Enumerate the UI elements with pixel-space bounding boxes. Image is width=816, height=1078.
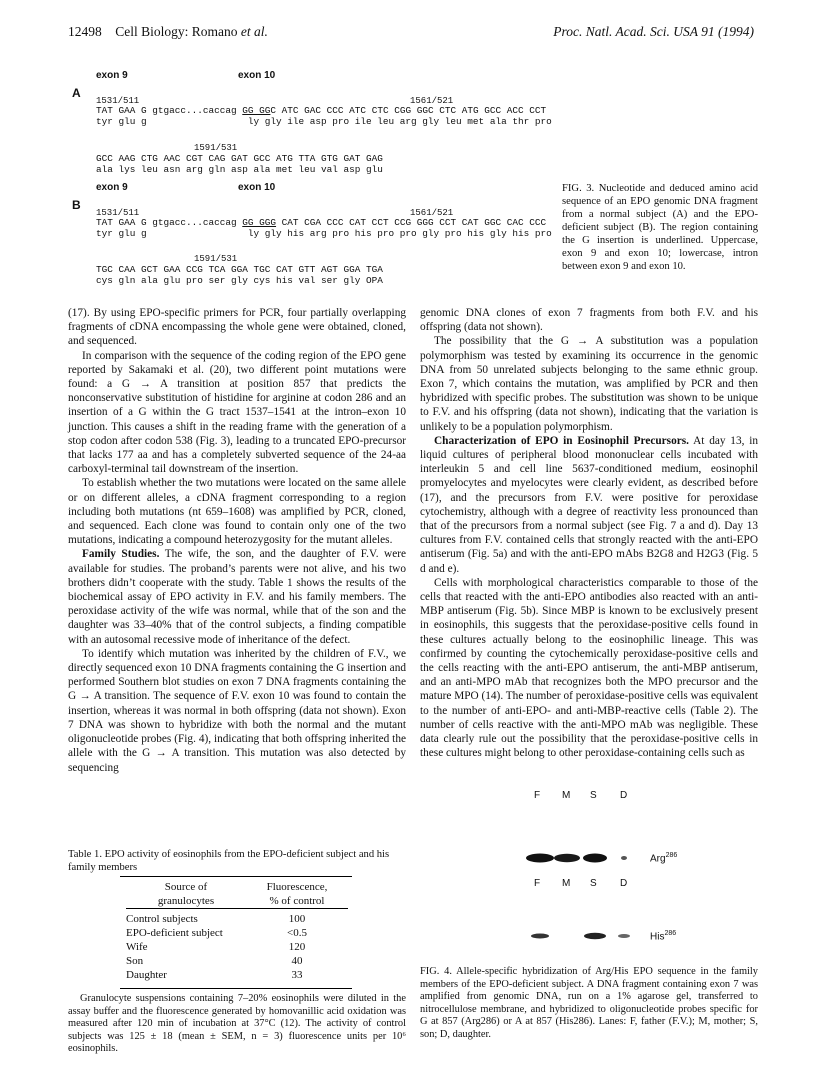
table1-col1-header: Source of granulocytes bbox=[157, 881, 215, 907]
panel-a-aa2: ala lys leu asn arg gln asp ala met leu val asp glu bbox=[96, 164, 383, 175]
panel-a-exon9: exon 9 bbox=[96, 70, 128, 81]
band-his-f bbox=[531, 934, 549, 939]
section-title: Cell Biology: Romano bbox=[115, 24, 238, 39]
left-paragraph: To establish whether the two mutations were located on the same allele or on different alleles, a cDNA fragment corresponding to a region including both mutations (nt 659–1608) was amplified by PCR, cloned, and sequenced. Each clone was found to contain only one of the two mutations, indicating a compound heterozygosity for the mutant alleles. bbox=[68, 477, 406, 547]
right-column bbox=[420, 306, 758, 761]
table1-col2-header: Fluorescence, % of control bbox=[266, 881, 328, 907]
section-etal: et al. bbox=[240, 24, 268, 39]
table1-rule-top bbox=[120, 876, 352, 877]
panel-a-aa1: tyr glu g ly gly ile asp pro ile leu arg gly leu met ala thr pro bbox=[96, 116, 552, 127]
panel-a-pos3: 1591/531 bbox=[194, 143, 238, 153]
g-insertion-region: GG GGG bbox=[242, 217, 277, 228]
page-number: 12498 bbox=[68, 24, 102, 39]
lane-label-s: S bbox=[590, 790, 597, 801]
band-his-s bbox=[584, 933, 606, 939]
seq1-post: CAT CGA CCC CAT CCT CCG GGG CCT CAT GGC CAC CCC bbox=[276, 217, 547, 228]
lane-label-s: S bbox=[590, 878, 597, 889]
table1-title: Table 1. EPO activity of eosinophils from the EPO-deficient subject and his family members bbox=[68, 849, 390, 873]
panel-b-pos2: 1561/521 bbox=[410, 208, 454, 218]
left-paragraph: (17). By using EPO-specific primers for PCR, four partially overlapping fragments of cDNA encompassing the whole gene were obtained, cloned, and sequenced. bbox=[68, 307, 406, 348]
panel-b-pos1: 1531/511 bbox=[96, 208, 140, 218]
left-paragraph: Family Studies. The wife, the son, and the daughter of F.V. were available for studies. The proband’s parents were not alive, and his two brothers didn’t cooperate with the study. Table 1 shows the results of the biochemical assay of EPO activity in F.V. and his family members. The peroxidase activity of the wife was normal, while that of the son and the daughter was 33–40% that of the control subjects, a finding compatible with an autosomal recessive mode of inheritance of the defect. bbox=[68, 548, 406, 646]
left-paragraph: In comparison with the sequence of the coding region of the EPO gene reported by Sakamaki et al. (20), two different point mutations were found: a G → A transition at position 857 that predicts the nonconservative substitution of histidine for arginine at codon 286 and an insertion of a G within the G tract 1537–1541 at the intron–exon 10 junction. This causes a shift in the reading frame with the generation of a stop codon after codon 538 (Fig. 3), leading to a truncated EPO-precursor that lacks 177 aa and has a completely subverted sequence of the 24-aa carboxyl-terminal tail downstream of the insertion. bbox=[68, 349, 406, 476]
panel-b-aa1: tyr glu g ly gly his arg pro his pro pro gly pro his gly his pro bbox=[96, 228, 552, 239]
band-his-d bbox=[618, 934, 630, 938]
right-paragraph: The possibility that the G → A substitution was a population polymorphism was tested by examining its occurrence in the genomic DNA from 50 unrelated subjects belonging to the same ethnic group. Exon 7, which contains the mutation, was amplified by PCR and then hybridized with specific probes. The substitution was shown to be unique to F.V. and his offspring (data not shown), indicating that the variation is unlikely to be a population polymorphism. bbox=[420, 335, 758, 433]
right-paragraph: Cells with morphological characteristics comparable to those of the cells that reacted with the anti-EPO antibodies also reacted with an anti-MBP antiserum (Fig. 5b). Since MBP is known to be exclusively present in eosinophils, this suggests that the peroxidase-positive cells found in these cultures actually belong to the eosinophilic lineage. This was confirmed by counting the cytochemically peroxidase-positive cells and the cells reacting with the anti-EPO antiserum, the anti-MBP antiserum, and an anti-MPO mAb that recognizes both the MPO precursor and the mature MPO (14). The number of peroxidase-positive cells was equivalent to the number of anti-EPO- and anti-MBP-reactive cells (Table 2). The number of cells reactive with the anti-MPO mAb was negligible. These data clearly rule out the possibility that the peroxidase-positive cells in these cultures might belong to other peroxidase-containing cells such as bbox=[420, 576, 758, 760]
g-insertion-region: GG GG bbox=[242, 105, 271, 116]
panel-a-seq1 bbox=[96, 106, 546, 116]
band-arg-d bbox=[621, 856, 627, 860]
right-paragraph: genomic DNA clones of exon 7 fragments from both F.V. and his offspring (data not shown). bbox=[420, 307, 758, 334]
panel-b-exon10: exon 10 bbox=[238, 182, 276, 193]
seq1-post: C ATC GAC CCC ATC CTC CGG GGC CTC ATG GCC ACC CCT bbox=[270, 105, 547, 116]
table1-footnote: Granulocyte suspensions containing 7–20% eosinophils were diluted in the assay buffer and the fluorescence generated by homovanillic acid oxidation was measured after 120 min of incubation at 37°C (12). The activity of control subjects was 125 ± 18 (mean ± SEM, n = 3) fluorescence units per 10⁶ eosinophils. bbox=[68, 993, 406, 1055]
section-heading: Characterization of EPO in Eosinophil Precursors. bbox=[434, 434, 689, 447]
probe-label-arg: Arg$^{286}$ bbox=[650, 852, 678, 865]
seq1-pre: TAT GAA G gtgacc...caccag bbox=[96, 217, 243, 228]
panel-b-seq2: TGC CAA GCT GAA CCG TCA GGA TGC CAT GTT AGT GGA TGA bbox=[96, 264, 383, 275]
panel-b-seq1 bbox=[96, 218, 546, 228]
panel-a-pos2: 1561/521 bbox=[410, 96, 454, 106]
panel-a-seq2: GCC AAG CTG AAC CGT CAG GAT GCC ATG TTA GTG GAT GAG bbox=[96, 153, 383, 164]
table-row: Control subjects 100 bbox=[126, 913, 306, 925]
lane-label-d: D bbox=[620, 878, 628, 889]
section-heading: Family Studies. bbox=[82, 548, 160, 561]
lane-label-m: M bbox=[562, 790, 571, 801]
running-header-left bbox=[68, 24, 268, 40]
band-arg-s bbox=[583, 854, 607, 863]
left-column bbox=[68, 306, 406, 775]
probe-label-his: His$^{286}$ bbox=[650, 930, 677, 943]
lane-label-f: F bbox=[534, 790, 541, 801]
table1-rule-bottom bbox=[120, 988, 352, 989]
figure4-blot bbox=[520, 790, 720, 960]
blot-bands bbox=[520, 790, 720, 960]
table-row: Daughter 33 bbox=[126, 969, 303, 981]
figure4-caption: FIG. 4. Allele-specific hybridization of Arg/His EPO sequence in the family members of the EPO-deficient subject. A DNA fragment containing exon 7 was amplified from genomic DNA, run on a 1% agarose gel, transferred to nitrocellulose membrane, and hybridized to oligonucleotide probes specific for G at 857 (Arg286) or A at 857 (His286). Lanes: F, father (F.V.); M, mother; S, son; D, daughter. bbox=[420, 966, 758, 1040]
panel-a-label: A bbox=[72, 86, 81, 100]
table1 bbox=[126, 880, 348, 982]
seq1-pre: TAT GAA G gtgacc...caccag bbox=[96, 105, 243, 116]
lane-label-f: F bbox=[534, 878, 541, 889]
figure3-caption: FIG. 3. Nucleotide and deduced amino acid sequence of an EPO genomic DNA fragment from a normal subject (A) and the EPO-deficient subject (B). The region containing the G insertion is underlined. Uppercase, exon 9 and exon 10; lowercase, intron between exon 9 and exon 10. bbox=[562, 183, 758, 272]
panel-a-pos1: 1531/511 bbox=[96, 96, 140, 106]
panel-a-exon10: exon 10 bbox=[238, 70, 276, 81]
panel-b-exon9: exon 9 bbox=[96, 182, 128, 193]
right-paragraph: Characterization of EPO in Eosinophil Precursors. At day 13, in liquid cultures of peripheral blood mononuclear cells incubated with interleukin 5 and cell line 5637-conditioned medium, eosinophil promyelocytes and myelocytes were clearly evident, as described before (17), and the precursors from F.V. were positive for peroxidase cytochemistry, although with a degree of reactivity less pronounced than that of the precursors from a normal subject (see Fig. 7 a and d). Day 13 cultures from F.V. contained cells that strongly reacted with the anti-EPO antiserum (Fig. 5a) and with the anti-EPO mAbs B2G8 and H2G3 (Fig. 5 d and e). bbox=[420, 434, 758, 575]
panel-b-pos3: 1591/531 bbox=[194, 254, 238, 264]
table-row: Son 40 bbox=[126, 955, 303, 967]
panel-b-aa2: cys gln ala glu pro ser gly cys his val ser gly OPA bbox=[96, 275, 383, 286]
journal-citation: Proc. Natl. Acad. Sci. USA 91 (1994) bbox=[553, 24, 754, 39]
band-arg-f bbox=[526, 854, 554, 863]
band-arg-m bbox=[554, 854, 580, 862]
table1-header bbox=[126, 880, 348, 909]
table-row: EPO-deficient subject <0.5 bbox=[126, 927, 307, 939]
left-paragraph: To identify which mutation was inherited by the children of F.V., we directly sequenced exon 10 DNA fragments containing the G insertion and performed Southern blot studies on exon 7 DNA fragments containing the G → A transition. The sequence of F.V. exon 10 was found to contain the insertion, whereas it was normal in both offspring (data not shown). Exon 7 DNA was shown to hybridize with both the normal and the mutant oligonucleotide probes (Fig. 4), indicating that both offspring inherited the allele with the G → A transition. This mutation was also detected by sequencing bbox=[68, 647, 406, 774]
lane-label-m: M bbox=[562, 878, 571, 889]
table-row: Wife 120 bbox=[126, 941, 306, 953]
lane-label-d: D bbox=[620, 790, 628, 801]
panel-b-label: B bbox=[72, 198, 81, 212]
